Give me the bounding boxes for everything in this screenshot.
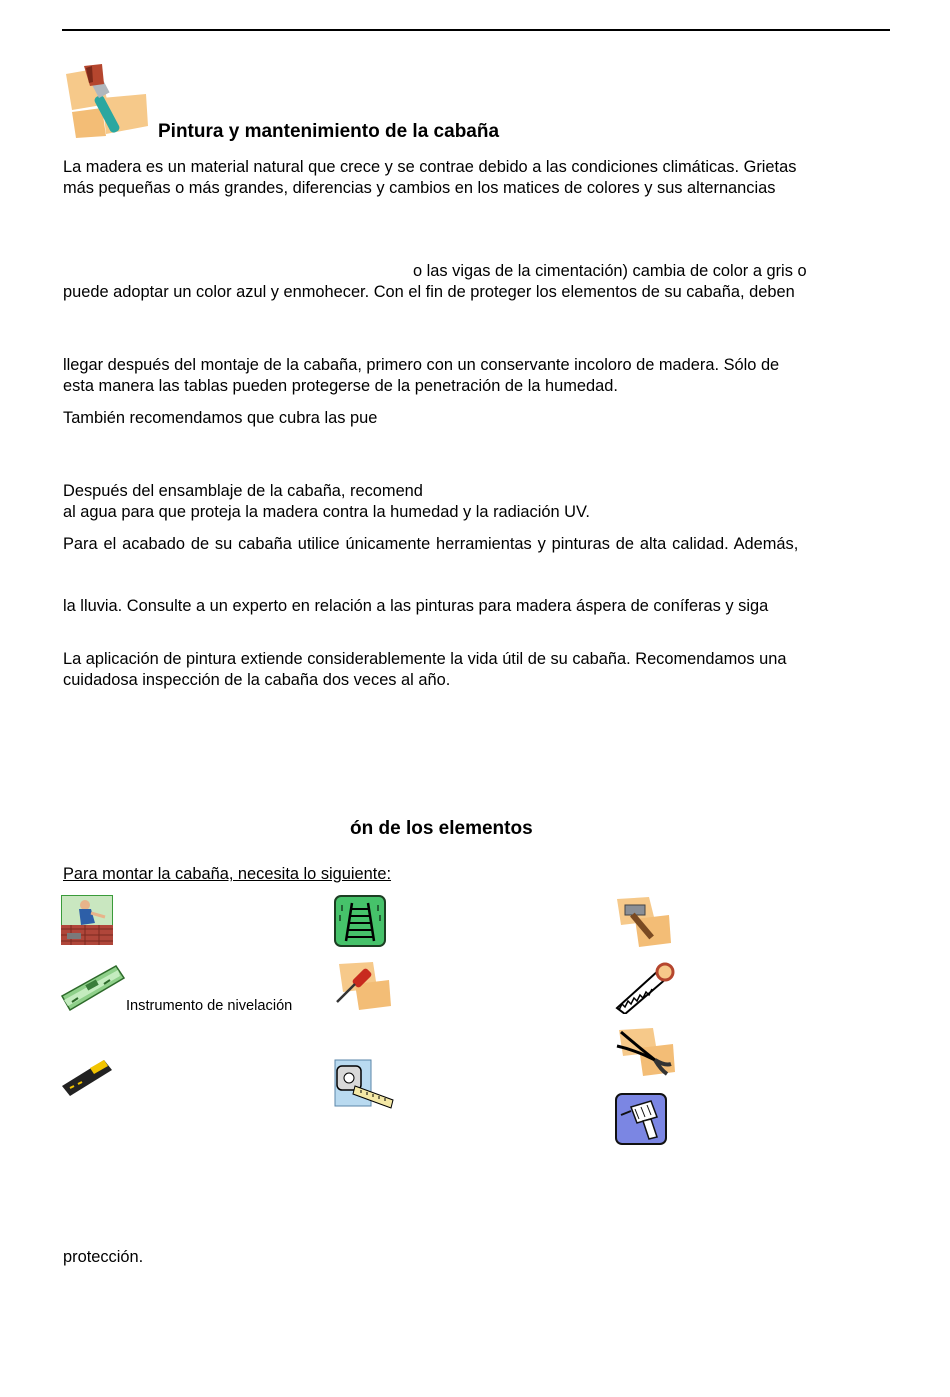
page-title: Pintura y mantenimiento de la cabaña — [158, 121, 500, 142]
paragraph-line: esta manera las tablas pueden protegerse de la penetración de la humedad. — [63, 377, 618, 395]
pliers-icon — [615, 1026, 677, 1078]
saw-icon — [615, 962, 675, 1014]
paragraph-line: También recomendamos que cubra las pue — [63, 409, 378, 427]
tape-measure-icon — [333, 1058, 397, 1112]
screwdriver-icon — [333, 962, 393, 1010]
header-rule — [62, 29, 890, 31]
level-icon — [60, 962, 126, 1014]
paragraph-line: cuidadosa inspección de la cabaña dos veces al año. — [63, 671, 451, 689]
cutter-knife-icon — [60, 1056, 114, 1096]
paragraph-line: llegar después del montaje de la cabaña, primero con un conservante incoloro de madera. Sólo de — [63, 356, 780, 374]
drill-icon — [615, 1093, 669, 1145]
level-label: Instrumento de nivelación — [126, 998, 293, 1014]
ladder-icon — [334, 895, 386, 947]
worker-icon — [61, 895, 113, 945]
hammer-icon — [615, 895, 673, 947]
paragraph-line: más pequeñas o más grandes, diferencias y cambios en los matices de colores y sus alternancias — [63, 179, 776, 197]
footer-line: protección. — [63, 1248, 144, 1266]
paragraph-line: Para el acabado de su cabaña utilice únicamente herramientas y pinturas de alta calidad. Además, — [63, 535, 799, 553]
paragraph-line: Después del ensamblaje de la cabaña, recomend — [63, 482, 423, 500]
paintbrush-icon — [62, 64, 152, 138]
paragraph-line: puede adoptar un color azul y enmohecer. Con el fin de proteger los elementos de su cabaña, deben — [63, 283, 795, 301]
section-title: ón de los elementos — [350, 818, 533, 839]
paragraph-line: La madera es un material natural que crece y se contrae debido a las condiciones climáticas. Grietas — [63, 158, 797, 176]
tools-subtitle: Para montar la cabaña, necesita lo siguiente: — [63, 865, 392, 883]
paragraph-line: la lluvia. Consulte a un experto en relación a las pinturas para madera áspera de coníferas y siga — [63, 597, 769, 615]
paragraph-line: La aplicación de pintura extiende considerablemente la vida útil de su cabaña. Recomendamos una — [63, 650, 787, 668]
paragraph-line: al agua para que proteja la madera contra la humedad y la radiación UV. — [63, 503, 590, 521]
paragraph-line: o las vigas de la cimentación) cambia de color a gris o — [413, 262, 807, 280]
